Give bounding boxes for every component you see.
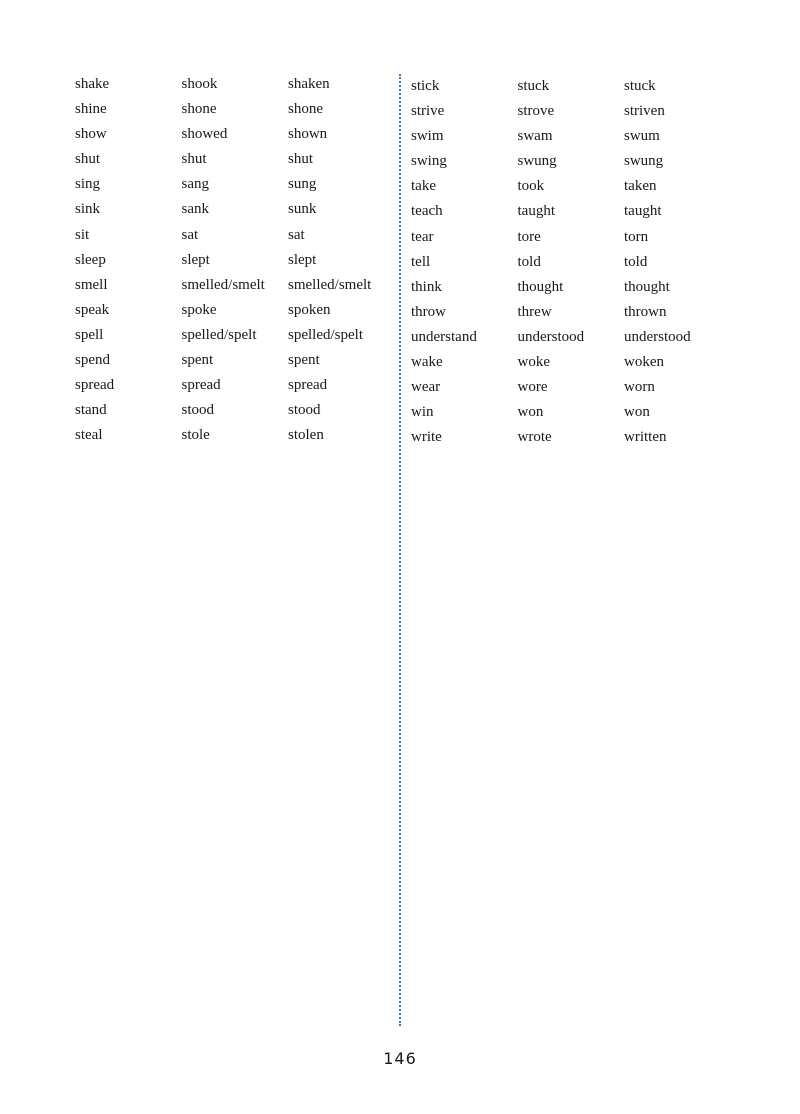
base-form: understand bbox=[411, 328, 477, 345]
past-participle: swung bbox=[624, 153, 664, 170]
verb-row bbox=[411, 149, 734, 174]
past-participle: worn bbox=[624, 379, 655, 396]
past-participle: spoken bbox=[288, 301, 331, 318]
past-participle: taught bbox=[624, 203, 662, 220]
verb-row bbox=[411, 400, 734, 425]
base-form: sleep bbox=[75, 251, 106, 268]
past-participle: spread bbox=[288, 377, 328, 394]
verb-table-right bbox=[411, 74, 734, 450]
past-simple: sank bbox=[181, 201, 209, 218]
past-participle: stuck bbox=[624, 78, 656, 94]
verb-row bbox=[75, 72, 398, 97]
base-form: speak bbox=[75, 301, 110, 318]
past-participle: woken bbox=[624, 354, 664, 371]
past-simple: showed bbox=[181, 126, 228, 143]
past-simple: strove bbox=[517, 103, 555, 120]
verb-row bbox=[75, 423, 398, 448]
base-form: swing bbox=[411, 153, 447, 170]
past-participle: swum bbox=[624, 128, 660, 145]
base-form: spell bbox=[75, 326, 104, 343]
past-simple: shut bbox=[181, 151, 207, 168]
base-form: wake bbox=[411, 354, 443, 371]
base-form: sit bbox=[75, 226, 90, 243]
verb-row bbox=[75, 348, 398, 373]
past-participle: stolen bbox=[288, 427, 324, 444]
verb-row bbox=[75, 122, 398, 147]
past-participle: spent bbox=[288, 352, 320, 369]
verb-table-right-body bbox=[411, 74, 734, 450]
verb-row bbox=[411, 275, 734, 300]
base-form: smell bbox=[75, 276, 108, 293]
base-form: stand bbox=[75, 402, 107, 419]
verb-row bbox=[411, 174, 734, 199]
base-form: shine bbox=[75, 101, 107, 118]
base-form: stick bbox=[411, 78, 440, 94]
past-participle: won bbox=[624, 404, 650, 421]
verb-row bbox=[75, 373, 398, 398]
base-form: tear bbox=[411, 228, 434, 245]
past-participle: told bbox=[624, 253, 648, 270]
verb-row bbox=[75, 273, 398, 298]
verb-table-left-body bbox=[75, 72, 398, 448]
past-simple: wrote bbox=[517, 429, 552, 446]
verb-row bbox=[75, 147, 398, 172]
past-participle: striven bbox=[624, 103, 665, 120]
verb-row bbox=[411, 300, 734, 325]
base-form: steal bbox=[75, 427, 103, 444]
past-simple: swung bbox=[517, 153, 557, 170]
past-participle: shaken bbox=[288, 76, 330, 92]
past-simple: woke bbox=[517, 354, 550, 371]
past-participle: thought bbox=[624, 278, 670, 295]
past-simple: slept bbox=[181, 251, 210, 268]
past-simple: tore bbox=[517, 228, 541, 245]
verb-row bbox=[75, 197, 398, 222]
past-simple: stuck bbox=[517, 78, 550, 94]
past-simple: won bbox=[517, 404, 544, 421]
past-simple: spoke bbox=[181, 301, 217, 318]
past-participle: taken bbox=[624, 178, 657, 195]
verb-row bbox=[411, 350, 734, 375]
verb-row bbox=[411, 99, 734, 124]
past-participle: stood bbox=[288, 402, 321, 419]
verb-row bbox=[411, 250, 734, 275]
past-participle: slept bbox=[288, 251, 317, 268]
base-form: write bbox=[411, 429, 442, 446]
past-participle: written bbox=[624, 429, 667, 446]
verb-row bbox=[411, 74, 734, 99]
verb-row bbox=[411, 325, 734, 350]
verb-row bbox=[411, 425, 734, 450]
base-form: wear bbox=[411, 379, 441, 396]
verb-row bbox=[75, 97, 398, 122]
base-form: strive bbox=[411, 103, 445, 120]
past-simple: spelled/spelt bbox=[181, 326, 257, 343]
base-form: win bbox=[411, 404, 434, 421]
base-form: shake bbox=[75, 76, 110, 92]
past-simple: took bbox=[517, 178, 545, 195]
past-participle: sunk bbox=[288, 201, 317, 218]
past-participle: thrown bbox=[624, 303, 667, 320]
base-form: tell bbox=[411, 253, 431, 270]
past-participle: sung bbox=[288, 176, 317, 193]
past-simple: shone bbox=[181, 101, 217, 118]
past-simple: stood bbox=[181, 402, 215, 419]
verb-row bbox=[411, 375, 734, 400]
past-participle: sat bbox=[288, 226, 305, 243]
base-form: show bbox=[75, 126, 107, 143]
verb-row bbox=[75, 248, 398, 273]
past-simple: swam bbox=[517, 128, 553, 145]
past-simple: spent bbox=[181, 352, 214, 369]
verb-row bbox=[75, 398, 398, 423]
past-simple: sat bbox=[181, 226, 199, 243]
base-form: spread bbox=[75, 377, 115, 394]
verb-table-left bbox=[75, 72, 398, 448]
verb-row bbox=[75, 298, 398, 323]
past-simple: taught bbox=[517, 203, 555, 220]
past-simple: thought bbox=[517, 278, 564, 295]
verb-row bbox=[411, 124, 734, 149]
past-simple: spread bbox=[181, 377, 221, 394]
past-participle: understood bbox=[624, 328, 691, 345]
past-simple: wore bbox=[517, 379, 548, 396]
base-form: sing bbox=[75, 176, 101, 193]
past-participle: shone bbox=[288, 101, 323, 118]
past-simple: shook bbox=[181, 76, 218, 92]
verb-row bbox=[75, 223, 398, 248]
past-simple: stole bbox=[181, 427, 210, 444]
past-simple: threw bbox=[517, 303, 552, 320]
base-form: think bbox=[411, 278, 442, 295]
past-participle: torn bbox=[624, 228, 649, 245]
base-form: spend bbox=[75, 352, 110, 369]
past-participle: spelled/spelt bbox=[288, 326, 363, 343]
past-participle: smelled/smelt bbox=[288, 276, 372, 293]
verb-row bbox=[75, 172, 398, 197]
past-simple: understood bbox=[517, 328, 585, 345]
base-form: sink bbox=[75, 201, 101, 218]
base-form: throw bbox=[411, 303, 446, 320]
past-simple: sang bbox=[181, 176, 209, 193]
page-number: 146 bbox=[383, 1049, 417, 1068]
base-form: shut bbox=[75, 151, 101, 168]
base-form: take bbox=[411, 178, 436, 195]
verb-row bbox=[411, 225, 734, 250]
past-participle: shut bbox=[288, 151, 314, 168]
verb-row bbox=[411, 199, 734, 224]
past-participle: shown bbox=[288, 126, 328, 143]
past-simple: smelled/smelt bbox=[181, 276, 265, 293]
past-simple: told bbox=[517, 253, 541, 270]
verb-row bbox=[75, 323, 398, 348]
column-divider bbox=[399, 74, 401, 1026]
base-form: teach bbox=[411, 203, 443, 220]
base-form: swim bbox=[411, 128, 444, 145]
